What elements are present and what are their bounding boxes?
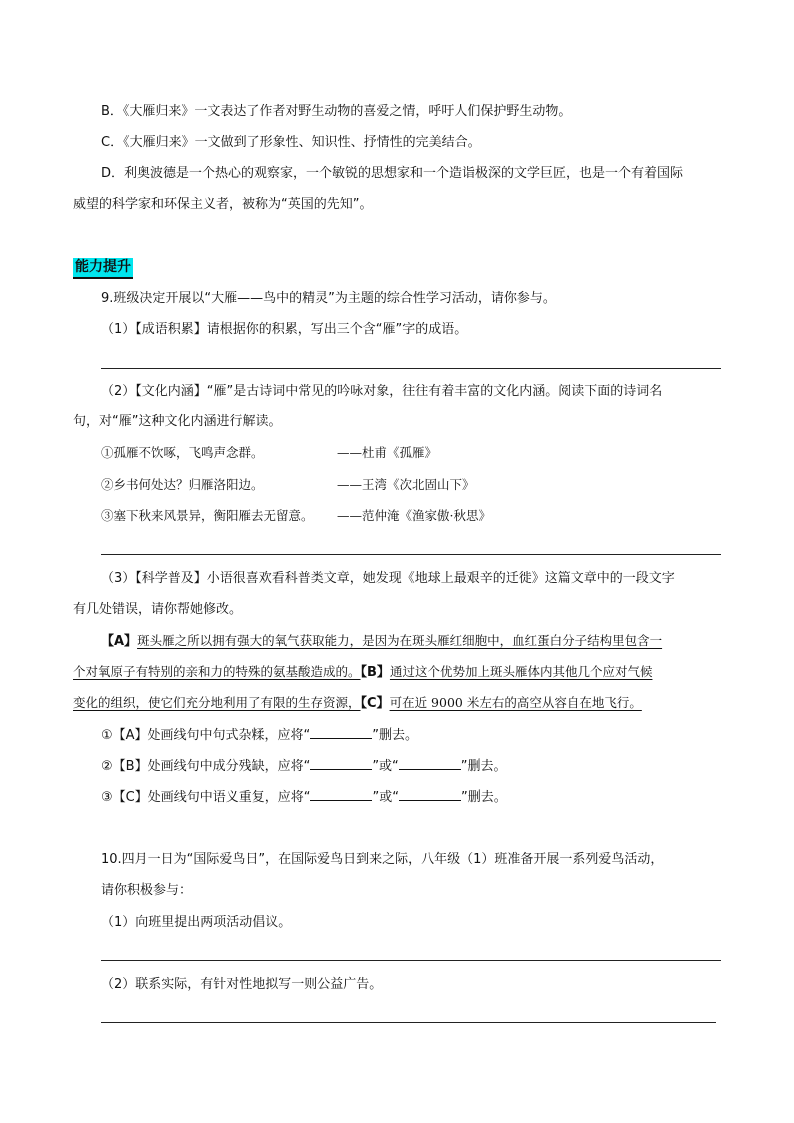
fix-3-middle: ”或“ <box>372 790 399 805</box>
answer-line-q10-1[interactable] <box>101 960 721 961</box>
fix-item-2 <box>101 757 507 776</box>
q9-stem: 9.班级决定开展以“大雁——鸟中的精灵”为主题的综合性学习活动，请你参与。 <box>101 291 556 306</box>
passage-a-text-1: 斑头雁之所以拥有强大的氧气获取能力，是因为在斑头雁红细胞中，血红蛋白分子结构里包含一 <box>137 633 663 648</box>
poem-3-text: ③塞下秋来风景异，衡阳雁去无留意。 <box>101 508 314 523</box>
passage-line3 <box>73 694 642 713</box>
q9-part3-line2: 有几处错误，请你帮她修改。 <box>73 602 243 617</box>
fix-3-prefix: ③【C】处画线句中语义重复，应将“ <box>101 790 311 805</box>
q9-part2-line2: 句，对“雁”这种文化内涵进行解读。 <box>73 414 282 429</box>
passage-b-text-2: 变化的组织，使它们充分地利用了有限的生存资源， <box>73 695 361 710</box>
q9-part1: （1）【成语积累】请根据你的积累，写出三个含“雁”字的成语。 <box>101 322 468 337</box>
fix-1-blank[interactable] <box>310 726 372 739</box>
passage-b-text-1: 通过这个优势加上斑头雁体内其他几个应对气候 <box>389 664 653 679</box>
fix-2-middle: ”或“ <box>372 759 399 774</box>
passage-a-text-2: 个对氧原子有特别的亲和力的特殊的氨基酸造成的。 <box>73 664 361 679</box>
answer-line-q10-2[interactable] <box>101 1022 716 1023</box>
section-title: 能力提升 <box>73 258 133 279</box>
passage-line2 <box>73 663 652 682</box>
answer-line-q9-2[interactable] <box>101 554 721 555</box>
poem-3-source: ——范仲淹《渔家傲·秋思》 <box>337 508 491 523</box>
q10-stem-line2: 请你积极参与： <box>101 883 193 898</box>
option-b: B．《大雁归来》一文表达了作者对野生动物的喜爱之情，呼吁人们保护野生动物。 <box>101 104 572 119</box>
fix-2-prefix: ②【B】处画线句中成分残缺，应将“ <box>101 759 311 774</box>
passage-label-a: 【A】 <box>101 634 138 649</box>
passage-label-c: 【C】 <box>360 696 390 711</box>
q10-part2: （2）联系实际，有针对性地拟写一则公益广告。 <box>101 977 383 992</box>
fix-1-suffix: ”删去。 <box>372 728 419 743</box>
fix-2-suffix: ”删去。 <box>460 759 507 774</box>
passage-c-text: 可在近 9000 米左右的高空从容自在地飞行。 <box>389 695 642 710</box>
fix-3-blank-a[interactable] <box>310 788 372 801</box>
passage-line1 <box>101 632 662 651</box>
q9-part2-line1: （2）【文化内涵】“雁”是古诗词中常见的吟咏对象，往往有着丰富的文化内涵。阅读下面的诗词名 <box>101 384 663 399</box>
q10-stem-line1: 10.四月一日为“国际爱鸟日”，在国际爱鸟日到来之际，八年级（1）班准备开展一系列爱鸟活动， <box>101 852 664 867</box>
option-c: C．《大雁归来》一文做到了形象性、知识性、抒情性的完美结合。 <box>101 135 481 150</box>
fix-item-1 <box>101 726 418 745</box>
poem-2-text: ②乡书何处达？归雁洛阳边。 <box>101 477 264 492</box>
option-d-line1: D．利奥波德是一个热心的观察家，一个敏锐的思想家和一个造诣极深的文学巨匠，也是一个有着国际 <box>101 166 684 181</box>
poem-2-source: ——王湾《次北固山下》 <box>337 477 475 492</box>
fix-1-prefix: ①【A】处画线句中句式杂糅，应将“ <box>101 728 311 743</box>
passage-label-b: 【B】 <box>360 665 390 680</box>
fix-3-suffix: ”删去。 <box>460 790 507 805</box>
poem-1-source: ——杜甫《孤雁》 <box>337 445 438 460</box>
poem-1-text: ①孤雁不饮啄，飞鸣声念群。 <box>101 445 264 460</box>
fix-item-3 <box>101 788 507 807</box>
fix-2-blank-b[interactable] <box>399 757 461 770</box>
answer-line-q9-1[interactable] <box>101 368 721 369</box>
option-d-line2: 威望的科学家和环保主义者，被称为“英国的先知”。 <box>73 197 373 212</box>
q10-part1: （1）向班里提出两项活动倡议。 <box>101 915 292 930</box>
q9-part3-line1: （3）【科学普及】小语很喜欢看科普类文章，她发现《地球上最艰辛的迁徙》这篇文章中的一段文字 <box>101 571 675 586</box>
fix-2-blank-a[interactable] <box>310 757 372 770</box>
fix-3-blank-b[interactable] <box>399 788 461 801</box>
